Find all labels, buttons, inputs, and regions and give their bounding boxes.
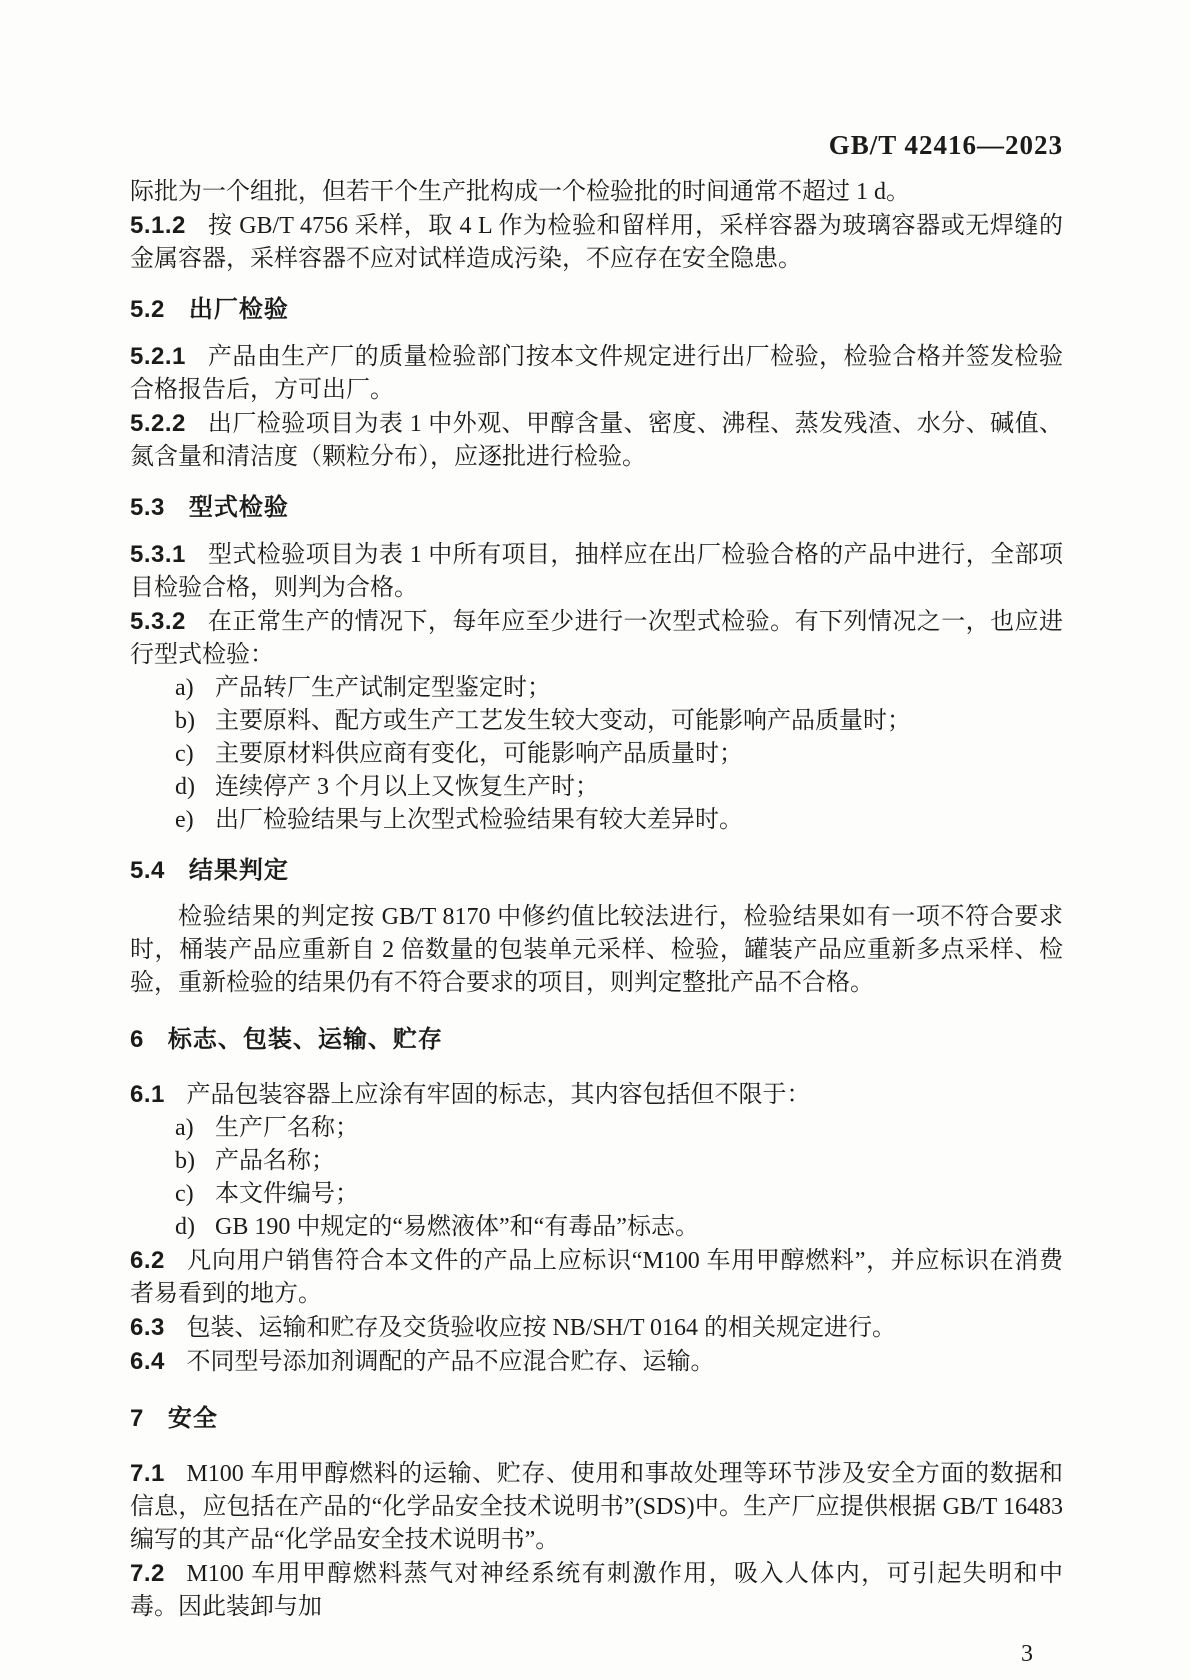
clause-text: 产品由生产厂的质量检验部门按本文件规定进行出厂检验，检验合格并签发检验合格报告后，方可出厂。 xyxy=(130,344,1063,403)
clause-6-3 xyxy=(130,1311,1063,1345)
heading-title: 出厂检验 xyxy=(188,296,289,323)
section-heading-5-2 xyxy=(130,293,1063,326)
list-item-text: 生产厂名称； xyxy=(215,1115,359,1141)
list-item xyxy=(130,771,1063,804)
heading-number: 5.2 xyxy=(130,296,165,323)
section-heading-5-4 xyxy=(130,854,1063,887)
clause-number: 5.1.2 xyxy=(130,212,186,239)
list-item-text: 连续停产 3 个月以上又恢复生产时； xyxy=(215,774,599,800)
clause-text: 产品包装容器上应涂有牢固的标志，其内容包括但不限于： xyxy=(186,1082,811,1108)
list-item xyxy=(130,1178,1063,1211)
list-item-text: 产品名称； xyxy=(215,1148,335,1174)
clause-text: M100 车用甲醇燃料的运输、贮存、使用和事故处理等环节涉及安全方面的数据和信息，应包括在产品的“化学品安全技术说明书”(SDS)中。生产厂应提供根据 GB/T 16483 编写的其产品“化学品安全技术说明书”。 xyxy=(130,1461,1063,1553)
list-item xyxy=(130,1145,1063,1178)
clause-number: 7.2 xyxy=(130,1560,165,1587)
chapter-heading-6 xyxy=(130,1023,1063,1056)
list-item-text: 主要原材料供应商有变化，可能影响产品质量时； xyxy=(215,741,743,767)
list-marker: d) xyxy=(175,1214,195,1240)
clause-text: 包装、运输和贮存及交货验收应按 NB/SH/T 0164 的相关规定进行。 xyxy=(186,1315,897,1341)
clause-text: 型式检验项目为表 1 中所有项目，抽样应在出厂检验合格的产品中进行，全部项目检验合格，则判为合格。 xyxy=(130,542,1063,601)
clause-number: 6.3 xyxy=(130,1314,165,1341)
ordered-list-marking-contents xyxy=(130,1112,1063,1244)
clause-text: 凡向用户销售符合本文件的产品上应标识“M100 车用甲醇燃料”，并应标识在消费者易看到的地方。 xyxy=(130,1248,1063,1307)
heading-title: 标志、包装、运输、贮存 xyxy=(167,1026,443,1053)
heading-title: 结果判定 xyxy=(188,857,289,884)
paragraph-batch-continuation: 际批为一个组批，但若干个生产批构成一个检验批的时间通常不超过 1 d。 xyxy=(130,179,910,205)
heading-number: 5.4 xyxy=(130,857,165,884)
clause-6-1 xyxy=(130,1078,1063,1112)
list-item-text: 本文件编号； xyxy=(215,1181,359,1207)
clause-5-1-2 xyxy=(130,209,1063,276)
clause-6-4 xyxy=(130,1345,1063,1379)
section-heading-5-3 xyxy=(130,491,1063,524)
heading-number: 6 xyxy=(130,1026,144,1053)
list-marker: a) xyxy=(175,1115,194,1141)
list-item xyxy=(130,1112,1063,1145)
clause-number: 6.2 xyxy=(130,1247,165,1274)
document-body xyxy=(130,176,1063,1624)
list-marker: a) xyxy=(175,675,194,701)
list-item xyxy=(130,705,1063,738)
ordered-list-type-inspection-conditions xyxy=(130,672,1063,837)
list-item-text: GB 190 中规定的“易燃液体”和“有毒品”标志。 xyxy=(215,1214,699,1240)
list-item xyxy=(130,672,1063,705)
heading-number: 7 xyxy=(130,1405,144,1432)
clause-text: 在正常生产的情况下，每年应至少进行一次型式检验。有下列情况之一，也应进行型式检验： xyxy=(130,609,1063,668)
heading-title: 安全 xyxy=(167,1405,218,1432)
clause-number: 7.1 xyxy=(130,1460,165,1487)
clause-number: 5.3.2 xyxy=(130,608,186,635)
list-marker: b) xyxy=(175,1148,195,1174)
list-marker: d) xyxy=(175,774,195,800)
clause-text: 出厂检验项目为表 1 中外观、甲醇含量、密度、沸程、蒸发残渣、水分、碱值、氮含量和清洁度（颗粒分布），应逐批进行检验。 xyxy=(130,411,1063,470)
list-item-text: 产品转厂生产试制定型鉴定时； xyxy=(215,675,551,701)
paragraph-result-judgement: 检验结果的判定按 GB/T 8170 中修约值比较法进行，检验结果如有一项不符合要求时，桶装产品应重新自 2 倍数量的包装单元采样、检验，罐装产品应重新多点采样、检验，重新检验的结果仍有不符合要求的项目，则判定整批产品不合格。 xyxy=(130,904,1063,996)
clause-text: 按 GB/T 4756 采样，取 4 L 作为检验和留样用，采样容器为玻璃容器或无焊缝的金属容器，采样容器不应对试样造成污染，不应存在安全隐患。 xyxy=(130,213,1063,272)
list-marker: c) xyxy=(175,741,194,767)
list-marker: c) xyxy=(175,1181,194,1207)
clause-7-2 xyxy=(130,1557,1063,1624)
clause-5-2-1 xyxy=(130,340,1063,407)
clause-6-2 xyxy=(130,1244,1063,1311)
heading-title: 型式检验 xyxy=(188,494,289,521)
standard-number-header: GB/T 42416—2023 xyxy=(828,130,1063,160)
clause-number: 5.2.2 xyxy=(130,410,186,437)
list-marker: e) xyxy=(175,807,194,833)
heading-number: 5.3 xyxy=(130,494,165,521)
page-number: 3 xyxy=(1021,1641,1033,1667)
list-item-text: 出厂检验结果与上次型式检验结果有较大差异时。 xyxy=(215,807,743,833)
list-item xyxy=(130,1211,1063,1244)
clause-5-2-2 xyxy=(130,407,1063,474)
clause-text: M100 车用甲醇燃料蒸气对神经系统有刺激作用，吸入人体内，可引起失明和中毒。因此装卸与加 xyxy=(130,1561,1063,1620)
list-item xyxy=(130,804,1063,837)
clause-number: 5.2.1 xyxy=(130,343,186,370)
clause-number: 5.3.1 xyxy=(130,541,186,568)
clause-5-3-2 xyxy=(130,605,1063,672)
list-item xyxy=(130,738,1063,771)
clause-text: 不同型号添加剂调配的产品不应混合贮存、运输。 xyxy=(186,1349,715,1375)
list-marker: b) xyxy=(175,708,195,734)
list-item-text: 主要原料、配方或生产工艺发生较大变动，可能影响产品质量时； xyxy=(215,708,911,734)
clause-7-1 xyxy=(130,1457,1063,1557)
chapter-heading-7 xyxy=(130,1402,1063,1435)
clause-number: 6.4 xyxy=(130,1348,165,1375)
clause-number: 6.1 xyxy=(130,1081,165,1108)
clause-5-3-1 xyxy=(130,538,1063,605)
